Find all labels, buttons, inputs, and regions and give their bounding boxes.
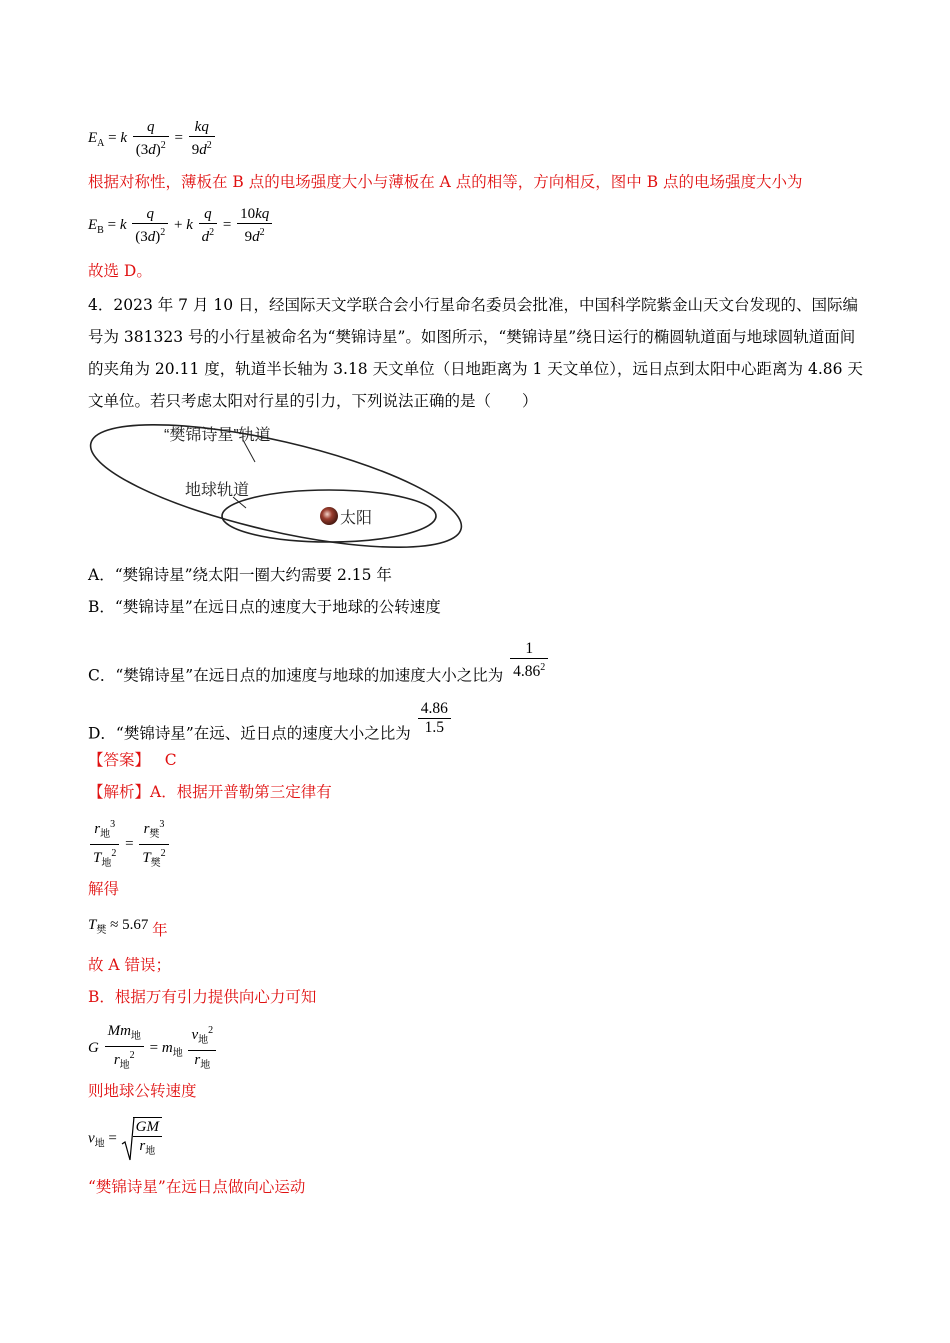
b-intro: B．根据万有引力提供向心力可知: [88, 988, 317, 1006]
option-d: [88, 700, 453, 753]
option-c-text: C．“樊锦诗星”在远日点的加速度与地球的加速度大小之比为: [88, 666, 504, 685]
a-conclusion: 故 A 错误；: [88, 956, 172, 974]
formula-ea: $E_A = k$ $\frac{q}{(3d)^2}$ = $\frac{kq}{9d^2}$: [88, 118, 217, 159]
formula-v-earth: $v_地$ = $\frac{GM}{r_地}$: [88, 1116, 164, 1162]
symmetry-text: 根据对称性，薄板在 B 点的电场强度大小与薄板在 A 点的相等，方向相反，图中 B 点的电场强度大小为: [88, 173, 803, 191]
orbit-diagram: [88, 420, 478, 560]
question-stem: [88, 289, 868, 417]
t-unit: 年: [152, 921, 168, 939]
answer-line: [88, 749, 177, 771]
option-d-fraction: $\frac{4.86}{1.5}$: [418, 700, 451, 737]
formula-eb: $E_B = k$ $\frac{q}{(3d)^2}$ + k $\frac{q}{d^2}$ = $\frac{10kq}{9d^2}$: [88, 205, 274, 246]
answer-value: C: [164, 751, 177, 769]
earth-orbit-label: 地球轨道: [185, 482, 250, 499]
analysis-tag: 【解析】: [88, 783, 151, 801]
sun-label: 太阳: [340, 510, 373, 527]
orbit-label: “樊锦诗星”轨道: [164, 427, 271, 444]
analysis-a-intro: 【解析】A．根据开普勒第三定律有: [88, 783, 332, 801]
option-a: A．“樊锦诗星”绕太阳一圈大约需要 2.15 年: [88, 566, 392, 584]
answer-tag: 【答案】: [88, 751, 151, 769]
option-d-text: D．“樊锦诗星”在远、近日点的速度大小之比为: [88, 724, 411, 743]
earth-speed-text: 则地球公转速度: [88, 1082, 197, 1100]
option-b: B．“樊锦诗星”在远日点的速度大于地球的公转速度: [88, 598, 441, 616]
option-c: [88, 640, 550, 697]
last-line: “樊锦诗星”在远日点做向心运动: [88, 1178, 306, 1196]
question-text: 2023 年 7 月 10 日，经国际天文学联合会小行星命名委员会批准，中国科学院紫金山天文台发现的、国际编号为 381323 号的小行星被命名为“樊锦诗星”。如图所示，“樊锦诗星”绕日运行的椭圆轨道面与地球圆轨道面间的夹角为 20.11 度，轨道半长轴为 3.18 天文单位（日地距离为 1 天文单位），远日点到太阳中心距离为 4.86 天文单位。若只考虑太阳对行星的引力，下列说法正确的是（ ）: [88, 296, 863, 410]
question-number: 4．: [88, 296, 114, 314]
formula-gravitation: G $\frac{Mm_地}{r_地^2}$ = $m_地$ $\frac{v_地^2}{r_地}$: [88, 1022, 218, 1075]
sun-icon: [320, 507, 338, 525]
option-c-fraction: $\frac{1}{4.86^2}$: [510, 640, 548, 681]
formula-t-result: $T_樊 \approx 5.67$ 年: [88, 917, 168, 939]
formula-kepler: $\frac{r_地^3}{T_地^2}$ = $\frac{r_樊^3}{T_樊^2}$: [88, 816, 171, 873]
jiede-text: 解得: [88, 880, 120, 898]
choice-d-text: 故选 D。: [88, 262, 152, 280]
